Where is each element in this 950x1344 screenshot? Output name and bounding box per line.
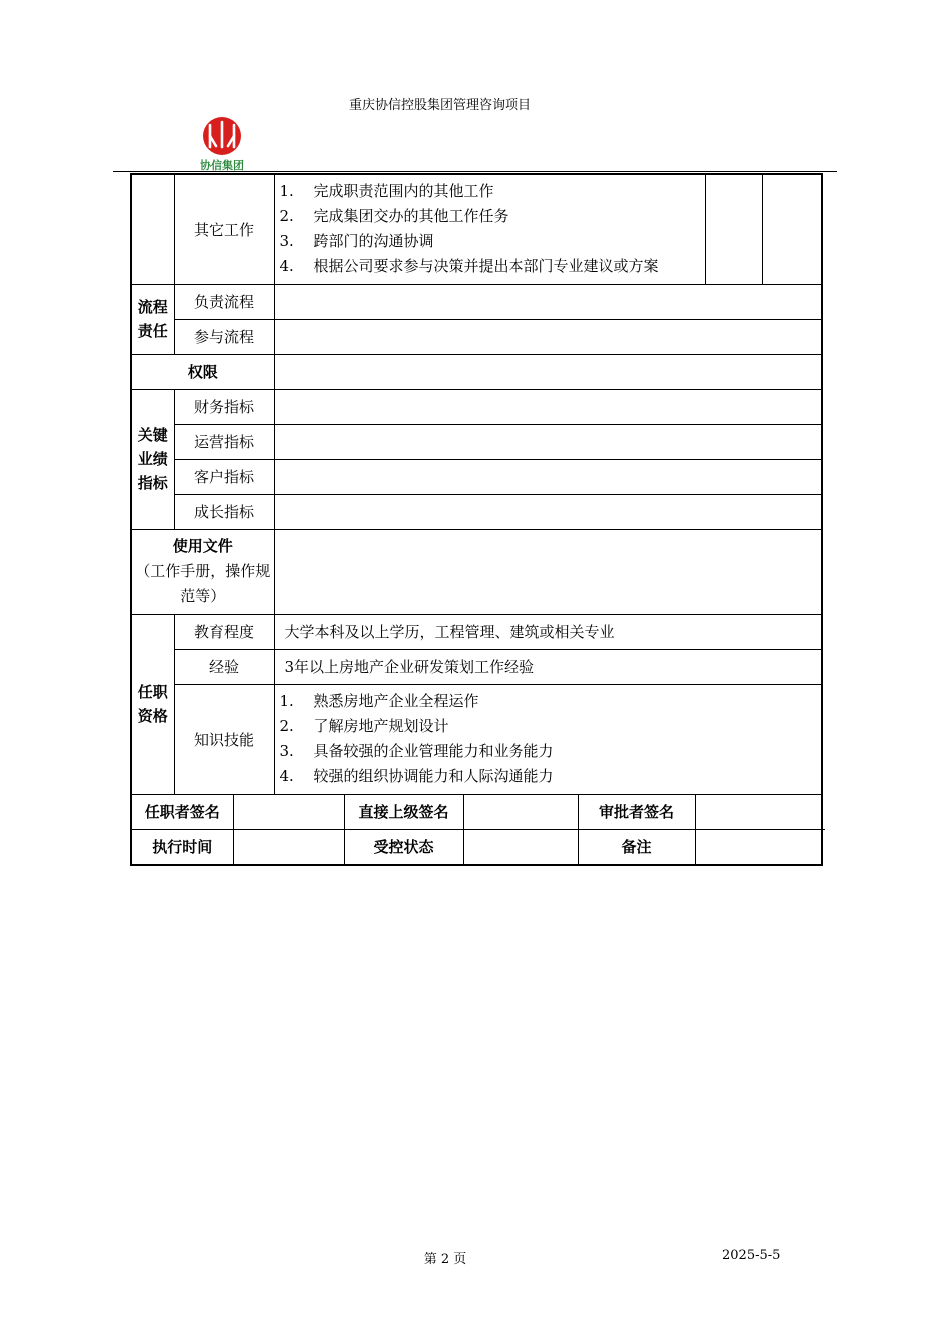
kpi-row: [131, 459, 822, 494]
kpi-label: 财务指标: [174, 389, 274, 424]
kpi-label: 客户指标: [174, 459, 274, 494]
documents-value: [274, 529, 822, 614]
other-work-label: 其它工作: [174, 174, 274, 284]
holder-signature-field[interactable]: [233, 795, 344, 830]
skills-label: 知识技能: [174, 684, 274, 794]
kpi-value: [274, 494, 822, 529]
kpi-label: 成长指标: [174, 494, 274, 529]
supervisor-signature-label: 直接上级签名: [344, 795, 463, 830]
authority-value: [274, 354, 822, 389]
other-work-extra-cell-1: [705, 174, 762, 284]
responsible-process-value: [274, 284, 822, 319]
participate-process-value: [274, 319, 822, 354]
documents-note: （工作手册，操作规范等）: [135, 562, 271, 605]
page-number: 第 2 页: [423, 1252, 467, 1267]
qualification-category: 任职资格: [131, 614, 174, 794]
process-participate-row: [131, 319, 822, 354]
kpi-category: 关键业绩指标: [131, 389, 174, 529]
company-logo: [196, 116, 248, 172]
supervisor-signature-field[interactable]: [463, 795, 578, 830]
list-item: 2. 了解房地产规划设计: [279, 717, 449, 735]
list-item: 4. 较强的组织协调能力和人际沟通能力: [279, 767, 554, 785]
authority-row: [131, 354, 822, 389]
authority-label: 权限: [131, 354, 274, 389]
other-work-category: [131, 174, 174, 284]
kpi-value: [274, 424, 822, 459]
other-work-row: [131, 174, 822, 284]
education-label: 教育程度: [174, 614, 274, 649]
list-item: 3. 跨部门的沟通协调: [279, 232, 434, 251]
holder-signature-label: 任职者签名: [132, 795, 233, 830]
other-work-list: [274, 174, 705, 284]
list-item: 4. 根据公司要求参与决策并提出本部门专业建议或方案: [279, 257, 659, 276]
experience-value: 3年以上房地产企业研发策划工作经验: [274, 649, 822, 684]
kpi-row: [131, 424, 822, 459]
kpi-row: [131, 494, 822, 529]
job-description-table: [130, 173, 823, 866]
signature-table: [132, 795, 825, 864]
list-item: 3. 具备较强的企业管理能力和业务能力: [279, 742, 554, 760]
kpi-label: 运营指标: [174, 424, 274, 459]
responsible-process-label: 负责流程: [174, 284, 274, 319]
signature-row: [132, 795, 825, 830]
control-status-label: 受控状态: [344, 829, 463, 864]
documents-row: [131, 529, 822, 614]
education-row: [131, 614, 822, 649]
logo-text: 协信集团: [200, 159, 244, 172]
skills-list: [274, 684, 822, 794]
kpi-row: [131, 389, 822, 424]
process-category: 流程责任: [131, 284, 174, 354]
list-item: 1. 完成职责范围内的其他工作: [279, 182, 494, 201]
execution-row: [132, 829, 825, 864]
participate-process-label: 参与流程: [174, 319, 274, 354]
exec-time-field[interactable]: [233, 829, 344, 864]
header-divider: [113, 171, 837, 172]
list-item: 1. 熟悉房地产企业全程运作: [279, 692, 479, 710]
signature-section: [131, 794, 822, 865]
documents-title: 使用文件: [172, 537, 233, 555]
experience-label: 经验: [174, 649, 274, 684]
process-responsible-row: [131, 284, 822, 319]
kpi-value: [274, 389, 822, 424]
header-title: 重庆协信控股集团管理咨询项目: [348, 98, 531, 113]
education-value: 大学本科及以上学历，工程管理、建筑或相关专业: [274, 614, 822, 649]
other-work-extra-cell-2: [762, 174, 822, 284]
list-item: 2. 完成集团交办的其他工作任务: [279, 207, 509, 226]
remarks-label: 备注: [578, 829, 695, 864]
exec-time-label: 执行时间: [132, 829, 233, 864]
documents-label: [131, 529, 274, 614]
skills-row: [131, 684, 822, 794]
approver-signature-field[interactable]: [695, 795, 825, 830]
footer-date: 2025-5-5: [722, 1248, 781, 1263]
experience-row: [131, 649, 822, 684]
control-status-field[interactable]: [463, 829, 578, 864]
remarks-field[interactable]: [695, 829, 825, 864]
kpi-value: [274, 459, 822, 494]
approver-signature-label: 审批者签名: [578, 795, 695, 830]
